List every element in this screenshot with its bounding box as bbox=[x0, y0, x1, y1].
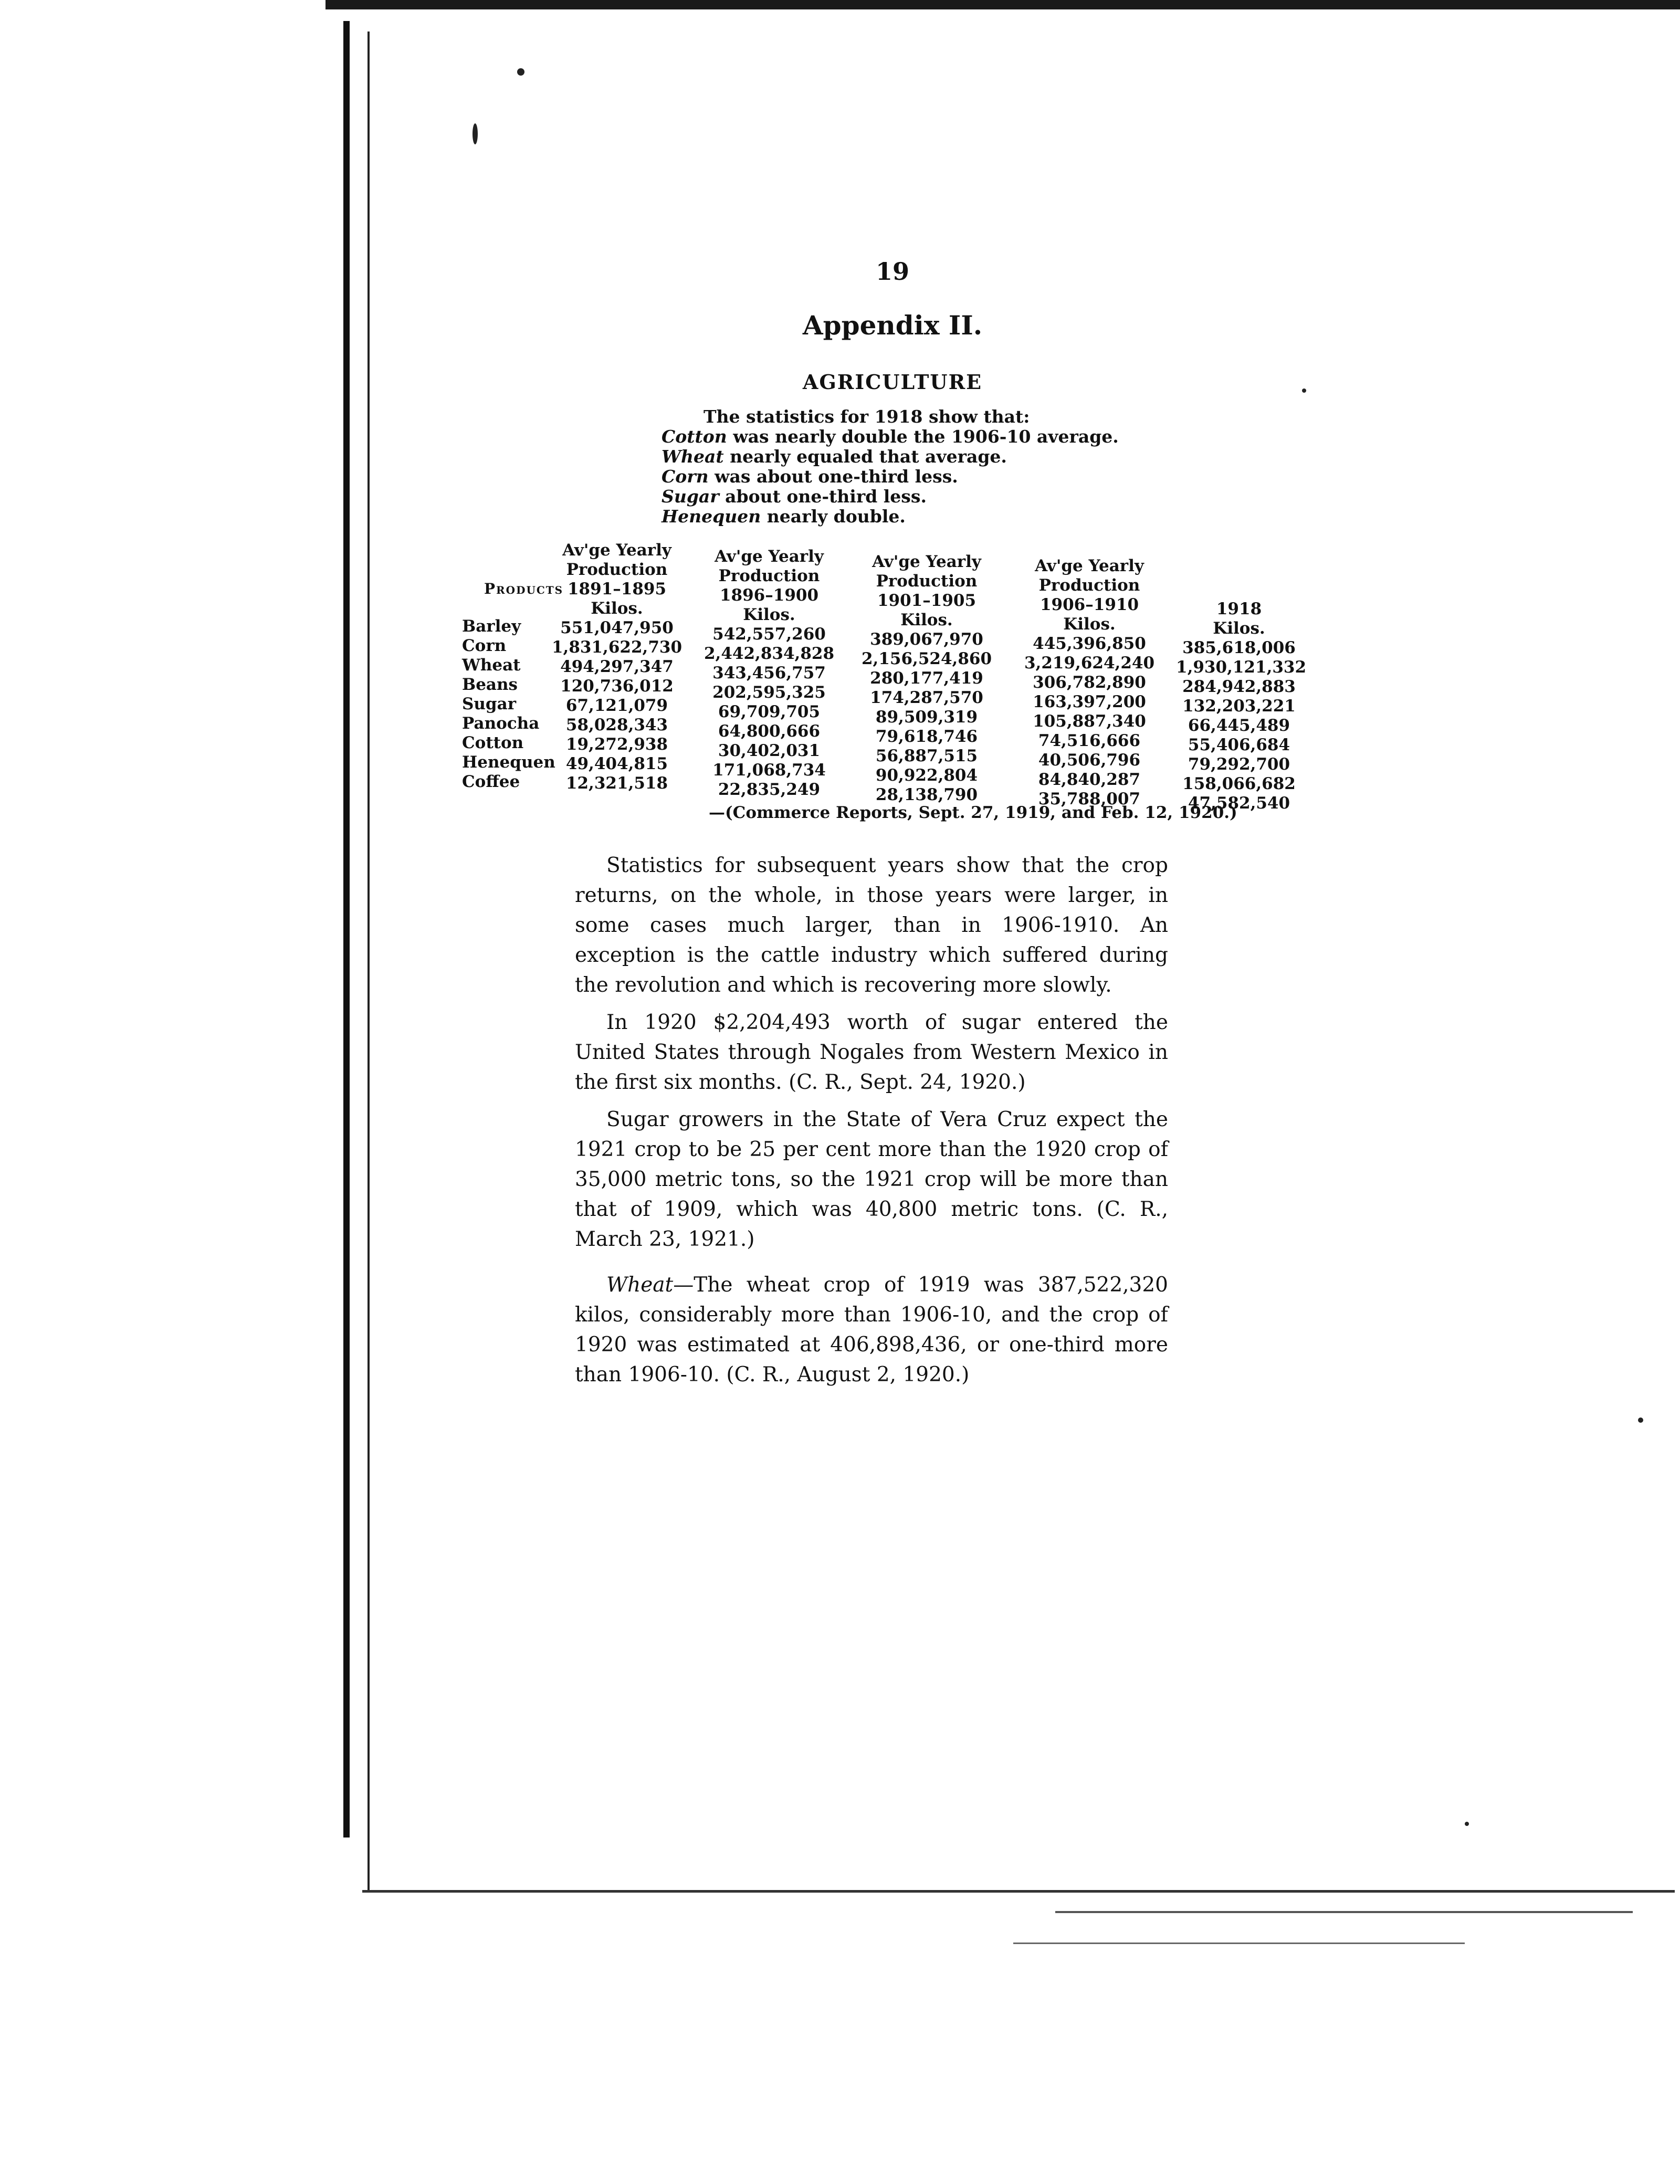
column-1896-1900 bbox=[704, 547, 835, 800]
table-cell: 2,442,834,828 bbox=[704, 644, 835, 663]
table-cell: 542,557,260 bbox=[712, 625, 826, 644]
product-label: Cotton bbox=[462, 733, 524, 752]
table-cell: 551,047,950 bbox=[560, 618, 674, 637]
summary-line: Corn was about one-third less. bbox=[662, 466, 958, 487]
table-cell: 385,618,006 bbox=[1182, 638, 1296, 657]
table-cell: 84,840,287 bbox=[1038, 770, 1141, 789]
scan-edge-bottom bbox=[362, 1890, 1675, 1893]
table-cell: 494,297,347 bbox=[560, 657, 674, 676]
table-cell: 67,121,079 bbox=[565, 696, 668, 715]
table-cell: 55,406,684 bbox=[1188, 736, 1290, 754]
page-number: 19 bbox=[875, 257, 909, 286]
summary-intro: The statistics for 1918 show that: bbox=[704, 406, 1030, 427]
column-header: Av'ge Yearly Production 1896–1900 Kilos. bbox=[715, 547, 824, 624]
table-cell: 174,287,570 bbox=[870, 688, 983, 707]
scan-edge-bottom-3 bbox=[1013, 1942, 1465, 1944]
wheat-text: —The wheat crop of 1919 was 387,522,320 kilos, considerably more than 1906-10, and the crop of 1920 was estimated at 406,898,436, or one-third more than 1906-10. (C. R., August 2, 1920.) bbox=[575, 1273, 1168, 1387]
column-header: 1918 Kilos. bbox=[1213, 600, 1265, 638]
products-header: Products bbox=[484, 580, 564, 597]
paragraph-wheat bbox=[575, 1270, 1168, 1390]
table-cell: 2,156,524,860 bbox=[861, 649, 992, 668]
product-label: Barley bbox=[462, 617, 521, 636]
scan-edge-bottom-2 bbox=[1055, 1911, 1633, 1913]
scan-edge-left bbox=[343, 21, 350, 1838]
column-1891-1895 bbox=[551, 541, 682, 793]
wheat-label: Wheat bbox=[606, 1273, 674, 1297]
table-cell: 66,445,489 bbox=[1188, 716, 1290, 735]
body-text bbox=[575, 850, 1168, 1397]
column-header: Av'ge Yearly Production 1906–1910 Kilos. bbox=[1035, 556, 1144, 634]
table-cell: 343,456,757 bbox=[712, 664, 826, 682]
table-cell: 40,506,796 bbox=[1038, 751, 1141, 770]
table-cell: 1,930,121,332 bbox=[1176, 658, 1307, 677]
table-cell: 3,219,624,240 bbox=[1024, 654, 1155, 673]
table-cell: 389,067,970 bbox=[870, 630, 983, 649]
paragraph: Statistics for subsequent years show that the crop returns, on the whole, in those years were larger, in some cases much larger, than in 1906-1910. An exception is the cattle industry which suffered during the revolution and which is recovering more slowly. bbox=[575, 854, 1168, 997]
column-1906-1910 bbox=[1024, 556, 1155, 809]
table-cell: 12,321,518 bbox=[565, 774, 668, 793]
table-cell: 1,831,622,730 bbox=[551, 638, 682, 657]
scan-edge-top bbox=[326, 0, 1680, 9]
table-cell: 22,835,249 bbox=[718, 780, 821, 799]
table-cell: 90,922,804 bbox=[875, 766, 978, 785]
column-1918 bbox=[1176, 600, 1307, 813]
column-header: Av'ge Yearly Production 1901–1905 Kilos. bbox=[872, 552, 981, 629]
table-cell: 49,404,815 bbox=[565, 754, 668, 773]
product-label: Panocha bbox=[462, 714, 540, 733]
scan-speck bbox=[1465, 1822, 1469, 1826]
table-cell: 69,709,705 bbox=[718, 702, 821, 721]
product-label: Coffee bbox=[462, 772, 520, 791]
summary-line: Sugar about one-third less. bbox=[662, 486, 927, 507]
table-cell: 79,618,746 bbox=[875, 727, 978, 746]
scan-speck bbox=[472, 123, 478, 144]
appendix-title: Appendix II. bbox=[802, 310, 983, 341]
scan-speck bbox=[1302, 388, 1306, 393]
product-label: Sugar bbox=[462, 695, 517, 713]
scan-speck bbox=[1638, 1418, 1643, 1423]
production-table bbox=[462, 541, 1312, 840]
table-cell: 445,396,850 bbox=[1033, 634, 1146, 653]
product-label: Beans bbox=[462, 675, 518, 694]
table-cell: 28,138,790 bbox=[875, 785, 978, 804]
table-cell: 284,942,883 bbox=[1182, 677, 1296, 696]
table-cell: 306,782,890 bbox=[1033, 673, 1146, 692]
table-cell: 58,028,343 bbox=[565, 716, 668, 734]
column-1901-1905 bbox=[861, 552, 992, 805]
column-header: Av'ge Yearly Production 1891–1895 Kilos. bbox=[562, 541, 671, 618]
table-cell: 56,887,515 bbox=[875, 747, 978, 765]
summary-block bbox=[662, 407, 1134, 527]
table-cell: 163,397,200 bbox=[1033, 692, 1146, 711]
table-cell: 105,887,340 bbox=[1033, 712, 1146, 731]
summary-line: Wheat nearly equaled that average. bbox=[662, 446, 1007, 467]
table-cell: 47,582,540 bbox=[1188, 794, 1290, 813]
table-cell: 132,203,221 bbox=[1182, 697, 1296, 716]
summary-line: Cotton was nearly double the 1906-10 average. bbox=[662, 426, 1119, 447]
table-cell: 35,788,007 bbox=[1038, 790, 1141, 808]
table-cell: 79,292,700 bbox=[1188, 755, 1290, 774]
table-cell: 74,516,666 bbox=[1038, 731, 1141, 750]
product-label: Wheat bbox=[462, 656, 521, 675]
table-cell: 64,800,666 bbox=[718, 722, 821, 741]
paragraph: Sugar growers in the State of Vera Cruz expect the 1921 crop to be 25 per cent more than the 1920 crop of 35,000 metric tons, so the 1921 crop will be more than that of 1909, which was 40,800 metric tons. (C. R., March 23, 1921.) bbox=[575, 1108, 1168, 1251]
product-label: Henequen bbox=[462, 753, 555, 772]
table-cell: 120,736,012 bbox=[560, 677, 674, 696]
scan-speck bbox=[517, 68, 524, 76]
summary-line: Henequen nearly double. bbox=[662, 506, 906, 527]
products-column bbox=[462, 617, 555, 792]
section-title: AGRICULTURE bbox=[802, 370, 983, 394]
table-cell: 171,068,734 bbox=[712, 761, 826, 780]
paragraph: In 1920 $2,204,493 worth of sugar entered the United States through Nogales from Western Mexico in the first six months. (C. R., Sept. 24, 1920.) bbox=[575, 1011, 1168, 1094]
scan-edge-left-inner bbox=[368, 32, 370, 1890]
table-cell: 202,595,325 bbox=[712, 683, 826, 702]
table-cell: 280,177,419 bbox=[870, 669, 983, 688]
product-label: Corn bbox=[462, 636, 507, 655]
table-citation: —(Commerce Reports, Sept. 27, 1919, and Feb. 12, 1920.) bbox=[709, 803, 1237, 822]
table-cell: 89,509,319 bbox=[875, 708, 978, 727]
table-cell: 19,272,938 bbox=[565, 735, 668, 754]
table-cell: 30,402,031 bbox=[718, 741, 821, 760]
table-cell: 158,066,682 bbox=[1182, 774, 1296, 793]
